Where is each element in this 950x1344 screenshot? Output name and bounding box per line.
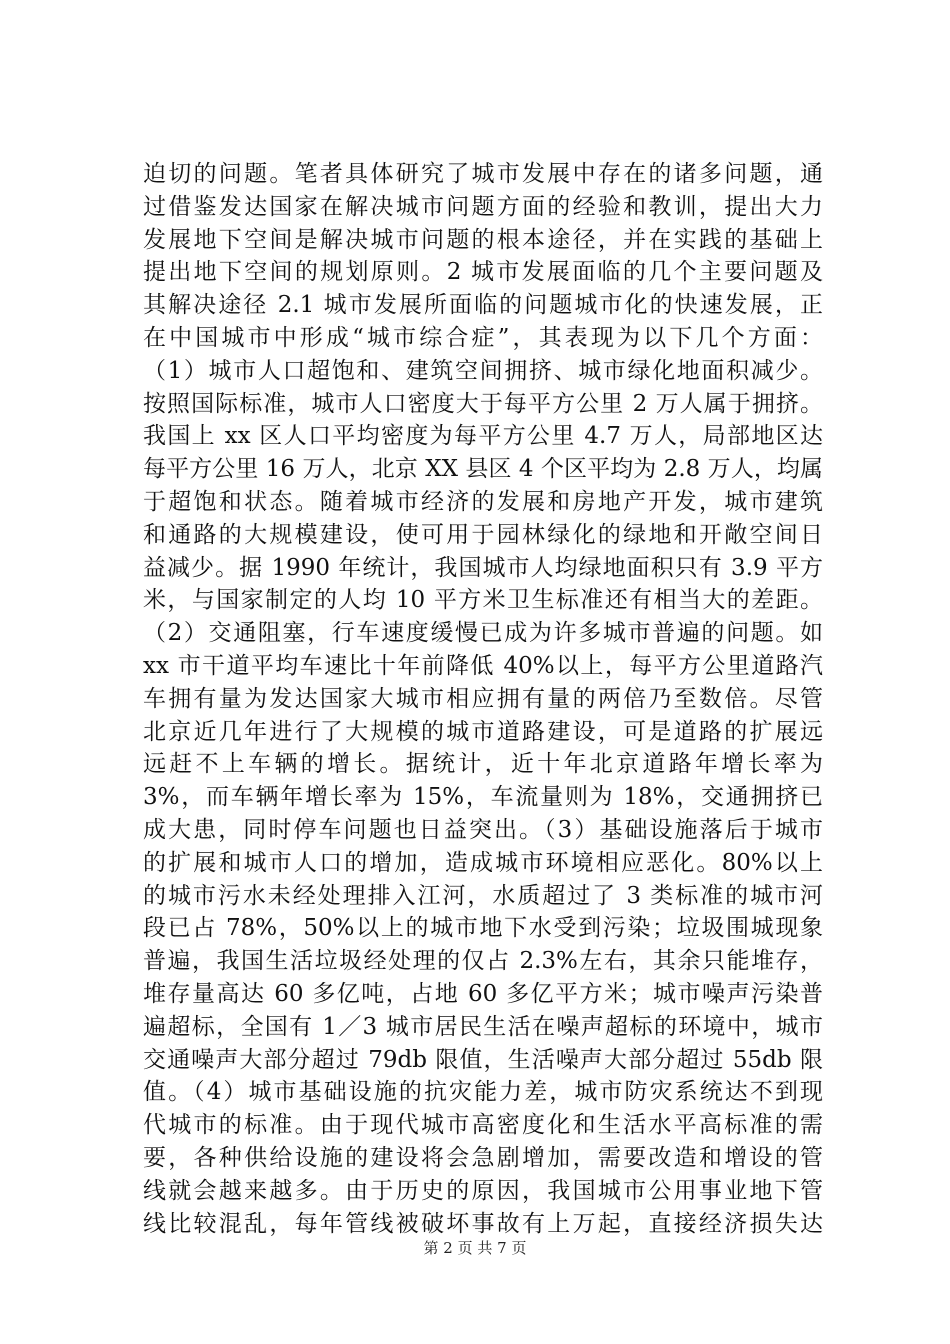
text-line: 提出地下空间的规划原则。2 城市发展面临的几个主要问题及 <box>143 259 823 286</box>
text-line: 线就会越来越多。由于历史的原因，我国城市公用事业地下管 <box>143 1177 823 1204</box>
text-line: 其解决途径 2.1 城市发展所面临的问题城市化的快速发展，正 <box>143 292 823 319</box>
text-line: 成大患，同时停车问题也日益突出。（3）基础设施落后于城市 <box>143 816 823 843</box>
text-line: 在中国城市中形成“城市综合症”，其表现为以下几个方面： <box>143 324 823 351</box>
page-footer: 第 2 页 共 7 页 <box>423 1239 527 1257</box>
text-line: 的城市污水未经处理排入江河，水质超过了 3 类标准的城市河 <box>143 882 823 909</box>
text-line: 发展地下空间是解决城市问题的根本途径，并在实践的基础上 <box>143 226 823 253</box>
text-line: 要，各种供给设施的建设将会急剧增加，需要改造和增设的管 <box>143 1144 823 1171</box>
text-line: 过借鉴发达国家在解决城市问题方面的经验和教训，提出大力 <box>143 193 823 220</box>
text-line: 普遍，我国生活垃圾经处理的仅占 2.3%左右，其余只能堆存， <box>143 948 823 975</box>
text-line: 代城市的标准。由于现代城市高密度化和生活水平高标准的需 <box>143 1112 823 1139</box>
document-body <box>143 158 823 1240</box>
text-line: 3%，而车辆年增长率为 15%，车流量则为 18%，交通拥挤已 <box>143 784 823 811</box>
text-line: xx 市干道平均车速比十年前降低 40%以上，每平方公里道路汽 <box>143 652 823 679</box>
text-line: 值。（4）城市基础设施的抗灾能力差，城市防灾系统达不到现 <box>143 1079 823 1106</box>
text-line: 的扩展和城市人口的增加，造成城市环境相应恶化。80%以上 <box>143 849 823 876</box>
text-line: 米，与国家制定的人均 10 平方米卫生标准还有相当大的差距。 <box>143 587 823 614</box>
text-line: 按照国际标准，城市人口密度大于每平方公里 2 万人属于拥挤。 <box>143 390 823 417</box>
text-line: 北京近几年进行了大规模的城市道路建设，可是道路的扩展远 <box>143 718 823 745</box>
text-line: 段已占 78%，50%以上的城市地下水受到污染；垃圾围城现象 <box>143 915 823 942</box>
text-line: 每平方公里 16 万人，北京 XX 县区 4 个区平均为 2.8 万人，均属 <box>143 456 823 483</box>
text-line: （2）交通阻塞，行车速度缓慢已成为许多城市普遍的问题。如 <box>143 620 823 647</box>
text-line: 车拥有量为发达国家大城市相应拥有量的两倍乃至数倍。尽管 <box>143 685 823 712</box>
text-line: 我国上 xx 区人口平均密度为每平方公里 4.7 万人，局部地区达 <box>143 423 823 450</box>
text-line: 迫切的问题。笔者具体研究了城市发展中存在的诸多问题，通 <box>143 161 823 187</box>
text-line: 和通路的大规模建设，使可用于园林绿化的绿地和开敞空间日 <box>143 521 823 548</box>
text-line: 于超饱和状态。随着城市经济的发展和房地产开发，城市建筑 <box>143 488 823 515</box>
text-line: 益减少。据 1990 年统计，我国城市人均绿地面积只有 3.9 平方 <box>143 554 823 581</box>
text-line: 交通噪声大部分超过 79db 限值，生活噪声大部分超过 55db 限 <box>143 1046 823 1073</box>
text-line: （1）城市人口超饱和、建筑空间拥挤、城市绿化地面积减少。 <box>143 357 823 384</box>
text-line: 远赶不上车辆的增长。据统计，近十年北京道路年增长率为 <box>143 751 823 778</box>
text-line: 线比较混乱，每年管线被破坏事故有上万起，直接经济损失达 <box>143 1210 823 1237</box>
text-line: 遍超标，全国有 1／3 城市居民生活在噪声超标的环境中，城市 <box>143 1013 823 1040</box>
text-line: 堆存量高达 60 多亿吨，占地 60 多亿平方米；城市噪声污染普 <box>143 980 823 1007</box>
